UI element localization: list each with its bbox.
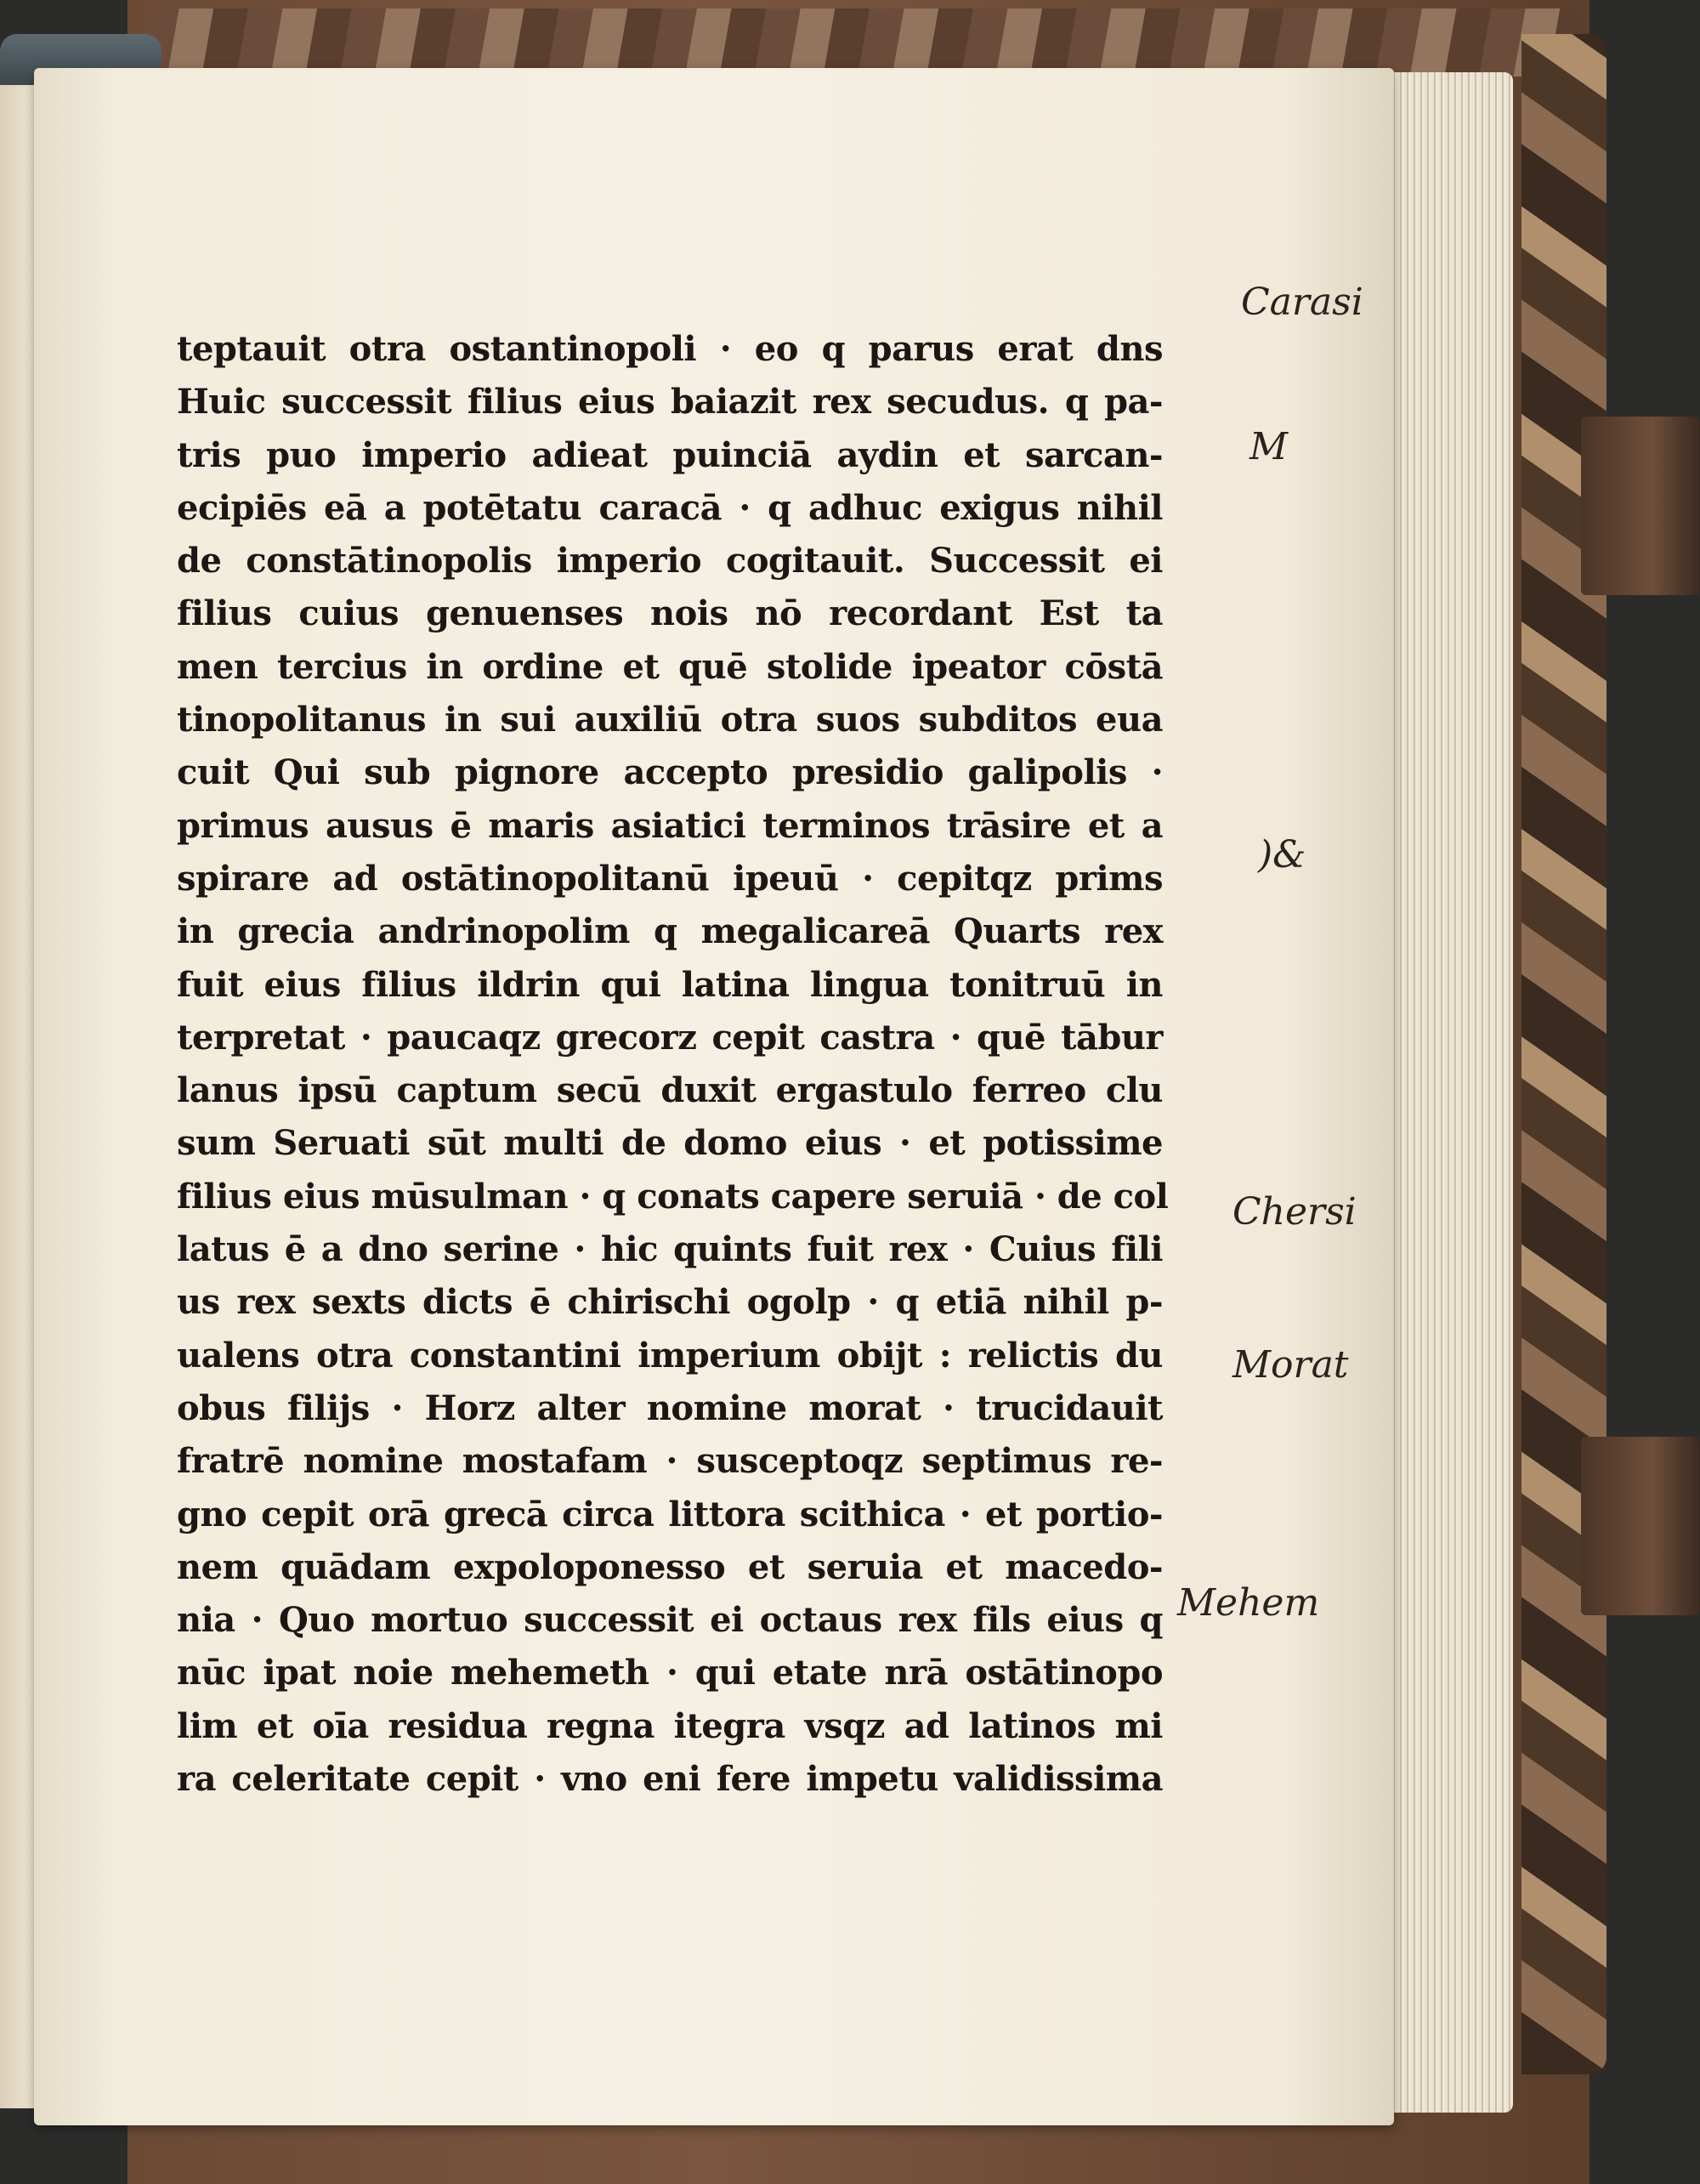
text-line: tinopolitanus in sui auxiliū otra suos subditos eua xyxy=(177,700,1163,740)
book-spine-edge xyxy=(1522,34,1606,2074)
marginal-note: Morat xyxy=(1232,1343,1349,1387)
text-line: obus filijs · Horz alter nomine morat · trucidauit xyxy=(177,1387,1163,1428)
text-line: ecipiēs eā a potētatu caracā · q adhuc exigus nihil xyxy=(177,487,1163,528)
text-line: cuit Qui sub pignore accepto presidio galipolis · xyxy=(177,752,1163,793)
marginal-note: )& xyxy=(1258,833,1306,876)
book-head-edge xyxy=(144,9,1590,77)
text-line: nia · Quo mortuo successit ei octaus rex fils eius q xyxy=(177,1600,1163,1641)
clasp-upper xyxy=(1581,417,1700,595)
marginal-note: M xyxy=(1250,425,1289,468)
text-line: primus ausus ē maris asiatici terminos trāsire et a xyxy=(177,805,1163,846)
text-line: teptauit otra ostantinopoli · eo q parus erat dns xyxy=(177,329,1163,369)
text-line: lanus ipsū captum secū duxit ergastulo ferreo clu xyxy=(177,1070,1163,1111)
text-line: filius eius mūsulman · q conats capere seruiā · de col xyxy=(177,1176,1169,1217)
text-line: lim et oīa residua regna itegra vsqz ad latinos mi xyxy=(177,1705,1163,1746)
text-line: terpretat · paucaqz grecorz cepit castra · quē tābur xyxy=(177,1017,1163,1058)
main-text-block xyxy=(177,323,1169,1806)
text-line: tris puo imperio adieat puinciā aydin et sarcan- xyxy=(177,434,1163,475)
text-line: ra celeritate cepit · vno eni fere impetu validissima xyxy=(177,1759,1163,1800)
text-line: nem quādam expoloponesso et seruia et macedo- xyxy=(177,1546,1163,1587)
text-line: fratrē nomine mostafam · susceptoqz septimus re- xyxy=(177,1441,1163,1482)
text-line: gno cepit orā grecā circa littora scithica · et portio- xyxy=(177,1494,1163,1534)
text-line: latus ē a dno serine · hic quints fuit rex · Cuius fili xyxy=(177,1229,1163,1270)
text-line: nūc ipat noie mehemeth · qui etate nrā ostātinopo xyxy=(177,1653,1163,1693)
marginal-note: Mehem xyxy=(1177,1581,1320,1625)
text-line: men tercius in ordine et quē stolide ipeator cōstā xyxy=(177,646,1163,687)
clasp-lower xyxy=(1581,1437,1700,1615)
book-page xyxy=(34,68,1394,2125)
text-line: filius cuius genuenses nois nō recordant Est ta xyxy=(177,593,1163,634)
text-line: ualens otra constantini imperium obijt : relictis du xyxy=(177,1335,1163,1376)
text-line: Huic successit filius eius baiazit rex secudus. q pa- xyxy=(177,382,1163,423)
marginal-note: Carasi xyxy=(1241,281,1363,324)
text-line: in grecia andrinopolim q megalicareā Quarts rex xyxy=(177,911,1163,952)
text-line: us rex sexts dicts ē chirischi ogolp · q etiā nihil p- xyxy=(177,1282,1163,1323)
marginal-note: Chersi xyxy=(1232,1190,1357,1234)
text-line: sum Seruati sūt multi de domo eius · et potissime xyxy=(177,1123,1163,1164)
text-line: spirare ad ostātinopolitanū ipeuū · cepitqz prims xyxy=(177,858,1163,899)
text-line: de constātinopolis imperio cogitauit. Successit ei xyxy=(177,541,1163,581)
text-line: fuit eius filius ildrin qui latina lingua tonitruū in xyxy=(177,964,1163,1005)
